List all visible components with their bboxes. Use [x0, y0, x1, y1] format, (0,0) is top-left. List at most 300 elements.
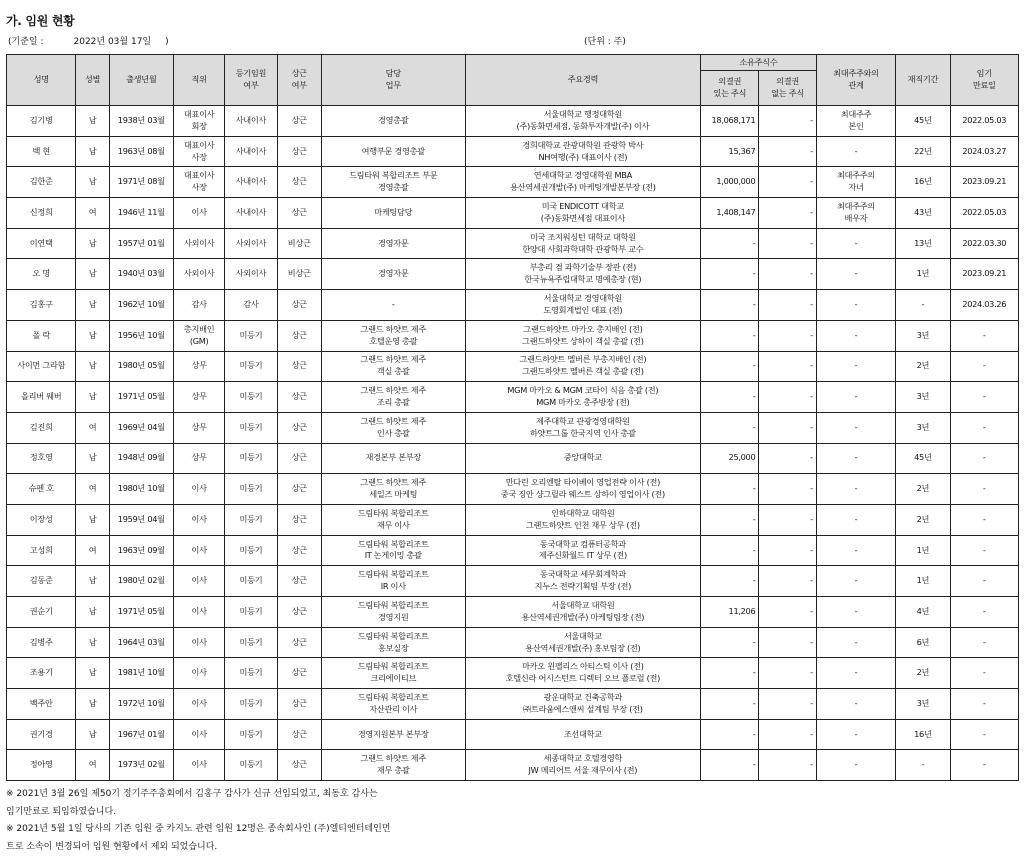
cell-gender: 남: [76, 566, 109, 597]
cell-duty: [321, 750, 465, 781]
cell-registered: 미등기: [225, 719, 277, 750]
cell-position: [173, 627, 224, 658]
cell-fulltime: 상근: [277, 597, 321, 628]
cell-voting: -: [701, 474, 759, 505]
cell-nonvoting: -: [759, 228, 816, 259]
header-voting: 의결권 있는 주식: [701, 71, 759, 106]
cell-fulltime: 상근: [277, 351, 321, 382]
cell-fulltime: 상근: [277, 627, 321, 658]
cell-name: 슈펜 호: [7, 474, 76, 505]
cell-gender: 남: [76, 259, 109, 290]
cell-name: 김기병: [7, 106, 76, 137]
cell-duty-line: 드림타워 복합리조트: [357, 538, 429, 549]
cell-gender: 여: [76, 750, 109, 781]
cell-nonvoting: -: [759, 443, 816, 474]
cell-name: 김병주: [7, 627, 76, 658]
cell-relation-line: -: [854, 268, 858, 279]
cell-relation: [816, 320, 895, 351]
cell-career-line: 그랜드하얏트 인천 재무 상무 (전): [525, 519, 640, 530]
cell-career-line: 서울대학교 대학원: [551, 599, 615, 610]
cell-tenure: 3년: [896, 320, 950, 351]
cell-career-line: 그랜드하얏트 멜버른 부총지배인 (전): [519, 354, 647, 365]
cell-birth: 1967년 01월: [109, 719, 173, 750]
cell-voting: -: [701, 566, 759, 597]
cell-name: 권기경: [7, 719, 76, 750]
cell-fulltime: 상근: [277, 474, 321, 505]
cell-career: [465, 443, 700, 474]
cell-career-line: 서울대학교 행정대학원: [543, 108, 623, 119]
cell-duty-line: 경영자문: [378, 237, 409, 248]
cell-nonvoting: -: [759, 198, 816, 229]
cell-fulltime: 상근: [277, 689, 321, 720]
cell-position-line: 감사: [191, 299, 207, 310]
cell-nonvoting: -: [759, 719, 816, 750]
cell-nonvoting: -: [759, 167, 816, 198]
cell-relation: [816, 412, 895, 443]
cell-career: [465, 167, 700, 198]
cell-nonvoting: -: [759, 689, 816, 720]
cell-duty: [321, 382, 465, 413]
cell-tenure: 22년: [896, 136, 950, 167]
cell-tenure: 43년: [896, 198, 950, 229]
cell-career-line: 도영회계법인 대표 (전): [543, 304, 623, 315]
cell-relation-line: -: [854, 697, 858, 708]
cell-birth: 1948년 09월: [109, 443, 173, 474]
table-row: [7, 167, 1019, 198]
cell-position-line: 사외이사: [183, 237, 215, 248]
header-position: 직위: [173, 55, 224, 106]
cell-career-line: 그랜드하얏트 멜버른 객실 총괄 (전): [522, 366, 644, 377]
cell-career: [465, 320, 700, 351]
cell-tenure: 2년: [896, 351, 950, 382]
cell-voting: 1,408,147: [701, 198, 759, 229]
footnote-line: 트로 소속이 변경되어 임원 현황에서 제외 되었습니다.: [6, 841, 218, 852]
cell-duty: [321, 198, 465, 229]
cell-relation-line: 최대주주의: [836, 170, 875, 181]
header-shares: 소유주식수: [701, 55, 817, 71]
cell-duty-line: 그랜드 하얏트 제주: [360, 323, 426, 334]
cell-relation-line: -: [854, 759, 858, 770]
cell-career-line: 연세대학교 경영대학원 MBA: [533, 170, 632, 181]
cell-relation: [816, 566, 895, 597]
cell-career-line: 동국대학교 컴퓨터공학과: [539, 538, 626, 549]
cell-relation: [816, 198, 895, 229]
cell-position: [173, 136, 224, 167]
cell-voting: -: [701, 719, 759, 750]
cell-voting: -: [701, 290, 759, 321]
cell-name: 사이먼 그라함: [7, 351, 76, 382]
cell-relation-line: -: [854, 483, 858, 494]
cell-position-line: 이사: [191, 575, 207, 586]
cell-relation: [816, 228, 895, 259]
cell-relation: [816, 627, 895, 658]
cell-duty-line: 재무 총괄: [376, 765, 410, 776]
cell-duty-line: -: [391, 299, 395, 310]
cell-gender: 남: [76, 167, 109, 198]
cell-voting: -: [701, 504, 759, 535]
cell-relation: [816, 658, 895, 689]
cell-relation: [816, 259, 895, 290]
cell-relation: [816, 382, 895, 413]
cell-birth: 1969년 04월: [109, 412, 173, 443]
cell-duty-line: 드림타워 복합리조트: [357, 507, 429, 518]
cell-position-line: (GM): [189, 335, 209, 346]
cell-position: [173, 658, 224, 689]
executives-table: [6, 54, 1019, 781]
cell-relation-line: -: [854, 299, 858, 310]
cell-duty: [321, 106, 465, 137]
cell-career-line: 부총리 겸 과학기술부 장관 (전): [529, 262, 636, 273]
cell-registered: 사외이사: [225, 259, 277, 290]
cell-career: [465, 504, 700, 535]
cell-tenure: 16년: [896, 167, 950, 198]
cell-nonvoting: -: [759, 597, 816, 628]
cell-tenure: 1년: [896, 259, 950, 290]
cell-gender: 남: [76, 597, 109, 628]
cell-career-line: NH여행(주) 대표이사 (전): [538, 151, 628, 162]
cell-term: -: [950, 535, 1018, 566]
cell-name: 이장성: [7, 504, 76, 535]
cell-career-line: 제주신화월드 IT 상무 (전): [538, 550, 627, 561]
cell-tenure: 3년: [896, 689, 950, 720]
cell-duty-line: 조리 총괄: [376, 397, 410, 408]
cell-birth: 1940년 03월: [109, 259, 173, 290]
cell-relation-line: -: [854, 667, 858, 678]
cell-position-line: 상무: [191, 391, 207, 402]
cell-duty-line: 마케팅담당: [374, 206, 413, 217]
cell-career-line: (주)동화면세점, 동화투자개발(주) 이사: [516, 120, 650, 131]
table-row: [7, 106, 1019, 137]
table-row: [7, 719, 1019, 750]
cell-duty: [321, 290, 465, 321]
cell-position-line: 상무: [191, 360, 207, 371]
cell-nonvoting: -: [759, 382, 816, 413]
table-row: [7, 627, 1019, 658]
cell-nonvoting: -: [759, 351, 816, 382]
cell-birth: 1957년 01월: [109, 228, 173, 259]
cell-term: -: [950, 412, 1018, 443]
cell-relation: [816, 106, 895, 137]
cell-tenure: 3년: [896, 382, 950, 413]
cell-career-line: 만다린 오리엔탈 타이베이 영업전략 이사 (전): [505, 477, 660, 488]
cell-position-line: 이사: [191, 667, 207, 678]
cell-relation-line: -: [854, 237, 858, 248]
cell-duty: [321, 719, 465, 750]
table-row: [7, 504, 1019, 535]
cell-relation: [816, 443, 895, 474]
header-tenure: 재직기간: [896, 55, 950, 106]
cell-fulltime: 상근: [277, 106, 321, 137]
cell-gender: 남: [76, 719, 109, 750]
cell-duty-line: 그랜드 하얏트 제주: [360, 753, 426, 764]
cell-fulltime: 상근: [277, 719, 321, 750]
cell-career-line: 동국대학교 세무회계학과: [539, 569, 626, 580]
cell-relation: [816, 474, 895, 505]
cell-position-line: 대표이사: [183, 108, 215, 119]
cell-gender: 남: [76, 382, 109, 413]
cell-duty-line: 세일즈 마케팅: [369, 489, 418, 500]
cell-birth: 1972년 10월: [109, 689, 173, 720]
cell-relation: [816, 535, 895, 566]
cell-relation-line: 배우자: [844, 212, 868, 223]
cell-registered: 미등기: [225, 504, 277, 535]
cell-nonvoting: -: [759, 290, 816, 321]
base-date-close: ): [165, 37, 169, 47]
cell-duty-line: 그랜드 하얏트 제주: [360, 354, 426, 365]
cell-nonvoting: -: [759, 474, 816, 505]
cell-duty-line: 그랜드 하얏트 제주: [360, 477, 426, 488]
table-row: [7, 382, 1019, 413]
cell-name: 폴 락: [7, 320, 76, 351]
cell-term: -: [950, 689, 1018, 720]
cell-duty: [321, 320, 465, 351]
cell-duty-line: 드림타워 복합리조트: [357, 630, 429, 641]
cell-birth: 1963년 08월: [109, 136, 173, 167]
cell-career: [465, 535, 700, 566]
table-row: [7, 198, 1019, 229]
cell-career-line: 중앙대학교: [563, 452, 602, 463]
base-date-label: (기준일 :: [8, 37, 44, 47]
cell-term: 2023.09.21: [950, 167, 1018, 198]
cell-career: [465, 658, 700, 689]
cell-name: 조용기: [7, 658, 76, 689]
base-date: [8, 34, 169, 47]
cell-registered: 미등기: [225, 597, 277, 628]
cell-voting: 1,000,000: [701, 167, 759, 198]
cell-name: 정아영: [7, 750, 76, 781]
header-birth: 출생년월: [109, 55, 173, 106]
cell-nonvoting: -: [759, 106, 816, 137]
header-nonvoting: 의결권 없는 주식: [759, 71, 816, 106]
cell-nonvoting: -: [759, 658, 816, 689]
cell-name: 오 명: [7, 259, 76, 290]
cell-position: [173, 290, 224, 321]
cell-tenure: 6년: [896, 627, 950, 658]
cell-duty: [321, 658, 465, 689]
cell-duty: [321, 566, 465, 597]
cell-gender: 남: [76, 136, 109, 167]
cell-career-line: (주)동화면세점 대표이사: [540, 212, 625, 223]
cell-duty-line: 드림타워 복합리조트: [357, 569, 429, 580]
cell-relation-line: 최대주주: [840, 108, 872, 119]
table-row: [7, 412, 1019, 443]
cell-birth: 1962년 10월: [109, 290, 173, 321]
cell-duty-line: 인사 총괄: [376, 427, 410, 438]
cell-position-line: 회장: [191, 120, 207, 131]
cell-career-line: 그랜드하얏트 상하이 객실 총괄 (전): [522, 335, 644, 346]
cell-duty: [321, 535, 465, 566]
header-gender: 성별: [76, 55, 109, 106]
cell-registered: 사내이사: [225, 136, 277, 167]
cell-nonvoting: -: [759, 627, 816, 658]
cell-career: [465, 136, 700, 167]
cell-term: 2023.09.21: [950, 259, 1018, 290]
cell-term: -: [950, 320, 1018, 351]
table-row: [7, 351, 1019, 382]
cell-registered: 미등기: [225, 627, 277, 658]
cell-career-line: MGM 마카오 & MGM 코타이 식음 총괄 (전): [507, 385, 659, 396]
cell-position-line: 대표이사: [183, 170, 215, 181]
cell-fulltime: 상근: [277, 658, 321, 689]
cell-gender: 남: [76, 320, 109, 351]
header-term: 임기 만료일: [950, 55, 1018, 106]
cell-fulltime: 비상근: [277, 259, 321, 290]
cell-duty-line: 여행부문 경영총괄: [361, 145, 425, 156]
cell-fulltime: 상근: [277, 535, 321, 566]
cell-name: 고성희: [7, 535, 76, 566]
cell-position: [173, 597, 224, 628]
cell-term: 2022.05.03: [950, 198, 1018, 229]
cell-relation-line: -: [854, 452, 858, 463]
cell-birth: 1964년 03월: [109, 627, 173, 658]
cell-relation: [816, 597, 895, 628]
cell-career: [465, 290, 700, 321]
cell-voting: 11,206: [701, 597, 759, 628]
cell-duty: [321, 228, 465, 259]
cell-career-line: 서울대학교 경영대학원: [543, 293, 623, 304]
cell-position-line: 이사: [191, 636, 207, 647]
cell-position-line: 대표이사: [183, 139, 215, 150]
cell-duty-line: 드림타워 복합리조트: [357, 692, 429, 703]
cell-career-line: 호텔신라 어시스턴트 디렉터 오브 플로럴 (전): [505, 673, 660, 684]
cell-gender: 남: [76, 228, 109, 259]
cell-position-line: 이사: [191, 759, 207, 770]
table-row: [7, 566, 1019, 597]
cell-tenure: 2년: [896, 504, 950, 535]
cell-birth: 1981년 10월: [109, 658, 173, 689]
cell-relation-line: -: [854, 575, 858, 586]
section-title: 가. 임원 현황: [6, 14, 75, 28]
cell-duty: [321, 136, 465, 167]
cell-name: 김홍구: [7, 290, 76, 321]
cell-term: 2022.05.03: [950, 106, 1018, 137]
cell-position: [173, 443, 224, 474]
cell-term: -: [950, 719, 1018, 750]
cell-registered: 미등기: [225, 689, 277, 720]
cell-birth: 1963년 09월: [109, 535, 173, 566]
cell-career: [465, 566, 700, 597]
cell-duty-line: 홍보실장: [378, 642, 409, 653]
cell-nonvoting: -: [759, 320, 816, 351]
cell-duty: [321, 351, 465, 382]
cell-tenure: 4년: [896, 597, 950, 628]
cell-career-line: 용산역세권개발(주) 마케팅팀장 (전): [521, 611, 645, 622]
cell-duty-line: 드림타워 복합리조트: [357, 661, 429, 672]
cell-tenure: 13년: [896, 228, 950, 259]
cell-term: -: [950, 597, 1018, 628]
cell-duty-line: 경영지원: [378, 611, 409, 622]
cell-relation-line: -: [854, 391, 858, 402]
cell-duty-line: 객실 총괄: [376, 366, 410, 377]
cell-voting: 15,367: [701, 136, 759, 167]
cell-birth: 1956년 10월: [109, 320, 173, 351]
cell-career: [465, 474, 700, 505]
cell-fulltime: 상근: [277, 320, 321, 351]
cell-position-line: 이사: [191, 697, 207, 708]
cell-name: 백 현: [7, 136, 76, 167]
table-row: [7, 689, 1019, 720]
cell-position: [173, 320, 224, 351]
cell-gender: 여: [76, 535, 109, 566]
cell-duty: [321, 689, 465, 720]
cell-position: [173, 167, 224, 198]
cell-registered: 미등기: [225, 658, 277, 689]
cell-duty-line: 재무 이사: [376, 519, 410, 530]
cell-fulltime: 상근: [277, 382, 321, 413]
table-row: [7, 658, 1019, 689]
cell-relation: [816, 167, 895, 198]
cell-fulltime: 상근: [277, 198, 321, 229]
cell-tenure: -: [896, 750, 950, 781]
cell-nonvoting: -: [759, 504, 816, 535]
cell-birth: 1971년 08월: [109, 167, 173, 198]
cell-position-line: 상무: [191, 452, 207, 463]
cell-registered: 미등기: [225, 535, 277, 566]
cell-position-line: 이사: [191, 544, 207, 555]
cell-duty-line: IT 논게이밍 총괄: [364, 550, 422, 561]
cell-position: [173, 106, 224, 137]
cell-name: 정호영: [7, 443, 76, 474]
cell-tenure: 2년: [896, 658, 950, 689]
cell-relation-line: -: [854, 329, 858, 340]
footnote-line: ※ 2021년 5월 1일 당사의 기존 임원 중 카지노 관련 임원 12명은 종속회사인 (주)엘티엔터테인먼: [6, 824, 391, 835]
cell-nonvoting: -: [759, 750, 816, 781]
cell-career-line: 마카오 윈팰리스 아티스틱 이사 (전): [522, 661, 644, 672]
cell-position: [173, 412, 224, 443]
cell-career-line: 한양대 사회과학대학 관광학부 교수: [522, 243, 644, 254]
cell-birth: 1938년 03월: [109, 106, 173, 137]
cell-registered: 사내이사: [225, 106, 277, 137]
cell-position-line: 이사: [191, 728, 207, 739]
cell-career-line: 한국뉴욕주립대학교 명예총장 (현): [524, 274, 642, 285]
header-fulltime: 상근 여부: [277, 55, 321, 106]
footnotes: [6, 786, 390, 856]
cell-position-line: 사장: [191, 182, 207, 193]
table-row: [7, 597, 1019, 628]
cell-term: -: [950, 750, 1018, 781]
cell-career-line: 용산역세권개발(주) 홍보팀장 (전): [525, 642, 641, 653]
cell-registered: 미등기: [225, 750, 277, 781]
cell-position: [173, 566, 224, 597]
table-row: [7, 750, 1019, 781]
header-relation: 최대주주와의 관계: [816, 55, 895, 106]
cell-relation: [816, 750, 895, 781]
cell-tenure: 45년: [896, 443, 950, 474]
cell-position-line: 사장: [191, 151, 207, 162]
cell-career: [465, 198, 700, 229]
cell-relation: [816, 351, 895, 382]
cell-duty-line: IR 이사: [380, 581, 406, 592]
cell-career: [465, 228, 700, 259]
cell-birth: 1973년 02월: [109, 750, 173, 781]
cell-voting: -: [701, 259, 759, 290]
table-row: [7, 290, 1019, 321]
cell-registered: 사내이사: [225, 198, 277, 229]
cell-position: [173, 382, 224, 413]
cell-career-line: 경희대학교 관광대학원 관광학 박사: [522, 139, 644, 150]
cell-duty: [321, 259, 465, 290]
cell-duty-line: 자산관리 이사: [369, 703, 418, 714]
cell-career: [465, 412, 700, 443]
cell-voting: -: [701, 228, 759, 259]
unit-label: (단위 : 주): [584, 37, 626, 47]
table-body: [7, 106, 1019, 781]
cell-registered: 미등기: [225, 320, 277, 351]
cell-name: 이연택: [7, 228, 76, 259]
cell-duty-line: 크리에이티브: [370, 673, 417, 684]
cell-career-line: 인하대학교 대학원: [551, 507, 615, 518]
header-name: 성명: [7, 55, 76, 106]
